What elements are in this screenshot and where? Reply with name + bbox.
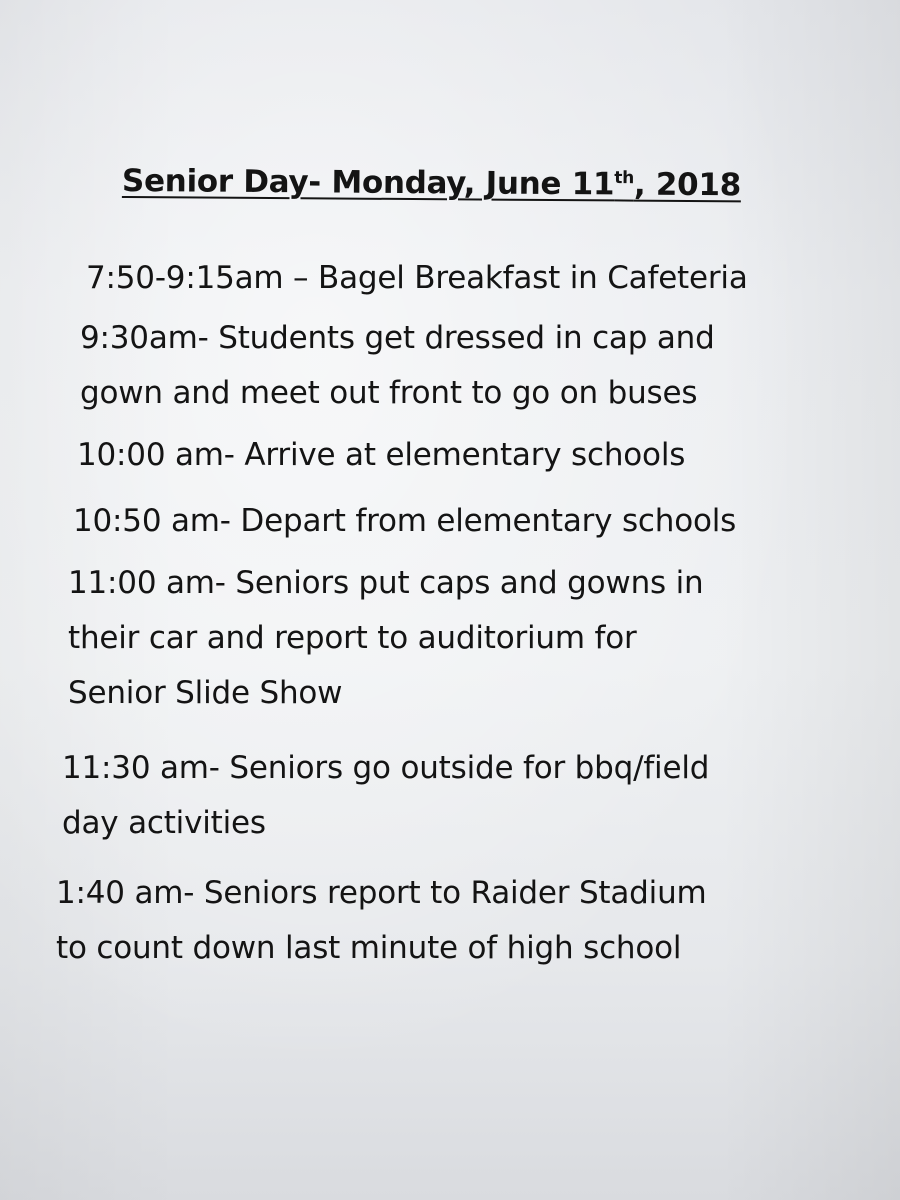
- schedule-line: Senior Slide Show: [68, 675, 343, 711]
- schedule-entry-slide-show: [68, 556, 704, 721]
- schedule-line: 1:40 am- Seniors report to Raider Stadium: [56, 875, 707, 911]
- schedule-line: 9:30am- Students get dressed in cap and: [80, 320, 715, 356]
- schedule-line: gown and meet out front to go on buses: [80, 375, 698, 411]
- schedule-line: their car and report to auditorium for: [68, 620, 637, 656]
- schedule-entry-arrive: [77, 428, 685, 483]
- title-year: , 2018: [633, 166, 742, 204]
- schedule-line: 10:50 am- Depart from elementary schools: [73, 503, 737, 539]
- title-ordinal-suffix: th: [614, 168, 635, 189]
- schedule-entry-stadium: [56, 866, 707, 976]
- schedule-entry-field-day: [62, 741, 709, 851]
- schedule-line: day activities: [62, 805, 266, 841]
- schedule-entry-breakfast: [86, 251, 748, 306]
- schedule-line: 10:00 am- Arrive at elementary schools: [77, 437, 686, 473]
- schedule-line: 11:00 am- Seniors put caps and gowns in: [68, 565, 704, 601]
- title-main: Senior Day- Monday, June 11: [121, 163, 615, 203]
- page-title: [122, 163, 741, 203]
- schedule-line: 7:50-9:15am – Bagel Breakfast in Cafeteria: [86, 260, 748, 296]
- schedule-line: to count down last minute of high school: [56, 930, 682, 966]
- schedule-line: 11:30 am- Seniors go outside for bbq/field: [62, 750, 710, 786]
- schedule-entry-depart: [73, 494, 736, 549]
- schedule-entry-cap-and-gown: [80, 311, 715, 421]
